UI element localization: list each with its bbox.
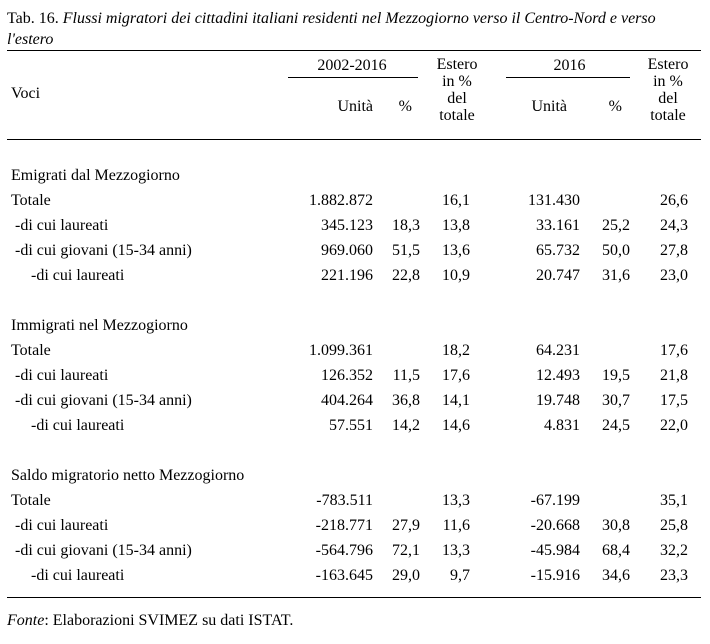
source-label: Fonte [7, 612, 45, 629]
cell-unita-a: -163.645 [315, 567, 373, 584]
cell-estero-b: 25,8 [660, 517, 688, 534]
cell-estero-a: 13,3 [442, 542, 470, 559]
cell-pct-a: 14,2 [392, 417, 420, 434]
header-estero-b-line3: del [658, 90, 678, 107]
cell-unita-b: 19.748 [536, 392, 580, 409]
cell-estero-b: 23,3 [660, 567, 688, 584]
top-rule [7, 50, 701, 51]
cell-unita-b: 33.161 [536, 217, 580, 234]
cell-estero-b: 21,8 [660, 367, 688, 384]
header-estero-a-line3: del [447, 90, 467, 107]
cell-estero-b: 17,5 [660, 392, 688, 409]
cell-pct-b: 68,4 [602, 542, 630, 559]
source-note [7, 612, 293, 630]
cell-estero-b: 35,1 [660, 492, 688, 509]
cell-unita-a: -564.796 [315, 542, 373, 559]
cell-pct-b: 24,5 [602, 417, 630, 434]
cell-pct-a: 29,0 [392, 567, 420, 584]
cell-unita-a: 404.264 [321, 392, 373, 409]
cell-unita-a: 126.352 [321, 367, 373, 384]
cell-pct-a: 11,5 [392, 367, 420, 384]
cell-unita-b: 4.831 [544, 417, 580, 434]
cell-unita-a: -783.511 [316, 492, 373, 509]
cell-pct-b: 34,6 [602, 567, 630, 584]
cell-unita-b: -15.916 [530, 567, 580, 584]
cell-unita-b: 64.231 [536, 342, 580, 359]
header-period-b-underline [506, 77, 630, 78]
cell-estero-a: 13,3 [442, 492, 470, 509]
row-label: -di cui laureati [11, 517, 109, 534]
row-label: -di cui laureati [11, 267, 125, 284]
cell-unita-b: 65.732 [536, 242, 580, 259]
header-estero-b-line1: Estero [647, 56, 689, 73]
cell-pct-b: 31,6 [602, 267, 630, 284]
cell-pct-a: 72,1 [392, 542, 420, 559]
header-estero-b [637, 56, 699, 124]
source-text: : Elaborazioni SVIMEZ su dati ISTAT. [44, 612, 294, 629]
header-estero-a-line2: in % [442, 73, 472, 90]
cell-pct-a: 18,3 [392, 217, 420, 234]
cell-estero-b: 26,6 [660, 192, 688, 209]
header-unita-b: Unità [531, 98, 567, 115]
cell-unita-b: 131.430 [528, 192, 580, 209]
header-period-2002-2016: 2002-2016 [317, 57, 387, 74]
header-estero-a-line4: totale [439, 107, 475, 124]
row-label: -di cui giovani (15-34 anni) [11, 542, 192, 559]
row-label: -di cui laureati [11, 417, 125, 434]
cell-pct-a: 36,8 [392, 392, 420, 409]
row-label: Totale [11, 342, 51, 359]
cell-estero-b: 24,3 [660, 217, 688, 234]
row-label: -di cui giovani (15-34 anni) [11, 242, 192, 259]
cell-pct-b: 25,2 [602, 217, 630, 234]
cell-unita-a: -218.771 [315, 517, 373, 534]
section-title: Immigrati nel Mezzogiorno [11, 317, 188, 334]
cell-estero-b: 27,8 [660, 242, 688, 259]
header-rule [7, 139, 701, 140]
row-label: -di cui laureati [11, 567, 125, 584]
cell-unita-b: 12.493 [536, 367, 580, 384]
cell-unita-a: 1.099.361 [309, 342, 373, 359]
cell-unita-a: 969.060 [321, 242, 373, 259]
cell-estero-a: 13,6 [442, 242, 470, 259]
cell-estero-b: 23,0 [660, 267, 688, 284]
cell-estero-a: 10,9 [442, 267, 470, 284]
table-caption [7, 8, 697, 50]
cell-unita-a: 1.882.872 [309, 192, 373, 209]
row-label: -di cui giovani (15-34 anni) [11, 392, 192, 409]
cell-pct-a: 27,9 [392, 517, 420, 534]
header-estero-b-line2: in % [653, 73, 683, 90]
header-pct-a: % [398, 98, 412, 115]
cell-unita-a: 345.123 [321, 217, 373, 234]
cell-unita-b: 20.747 [536, 267, 580, 284]
cell-pct-a: 51,5 [392, 242, 420, 259]
cell-estero-a: 11,6 [442, 517, 470, 534]
header-unita-a: Unità [337, 98, 373, 115]
cell-pct-b: 50,0 [602, 242, 630, 259]
section-title: Saldo migratorio netto Mezzogiorno [11, 467, 245, 484]
header-period-a-underline [288, 77, 418, 78]
header-estero-a [426, 56, 488, 124]
header-estero-a-line1: Estero [436, 56, 478, 73]
cell-estero-a: 14,6 [442, 417, 470, 434]
header-period-2016: 2016 [553, 57, 586, 74]
cell-estero-a: 14,1 [442, 392, 470, 409]
cell-pct-b: 30,8 [602, 517, 630, 534]
row-label: -di cui laureati [11, 367, 109, 384]
table-number: Tab. 16. [7, 10, 59, 27]
cell-estero-b: 32,2 [660, 542, 688, 559]
header-voci: Voci [11, 85, 41, 102]
row-label: Totale [11, 492, 51, 509]
header-pct-b: % [608, 98, 622, 115]
cell-estero-a: 17,6 [442, 367, 470, 384]
cell-unita-b: -45.984 [530, 542, 580, 559]
cell-unita-b: -20.668 [530, 517, 580, 534]
cell-estero-a: 13,8 [442, 217, 470, 234]
cell-unita-a: 221.196 [321, 267, 373, 284]
bottom-rule [7, 597, 701, 598]
cell-estero-a: 9,7 [450, 567, 470, 584]
cell-pct-a: 22,8 [392, 267, 420, 284]
cell-estero-a: 18,2 [442, 342, 470, 359]
cell-estero-b: 17,6 [660, 342, 688, 359]
cell-pct-b: 30,7 [602, 392, 630, 409]
cell-unita-a: 57.551 [329, 417, 373, 434]
table-title: Flussi migratori dei cittadini italiani residenti nel Mezzogiorno verso il Centro-Nord e verso l'estero [7, 10, 656, 48]
row-label: Totale [11, 192, 51, 209]
cell-unita-b: -67.199 [530, 492, 580, 509]
row-label: -di cui laureati [11, 217, 109, 234]
cell-pct-b: 19,5 [602, 367, 630, 384]
section-title: Emigrati dal Mezzogiorno [11, 167, 180, 184]
cell-estero-a: 16,1 [442, 192, 470, 209]
cell-estero-b: 22,0 [660, 417, 688, 434]
header-estero-b-line4: totale [650, 107, 686, 124]
